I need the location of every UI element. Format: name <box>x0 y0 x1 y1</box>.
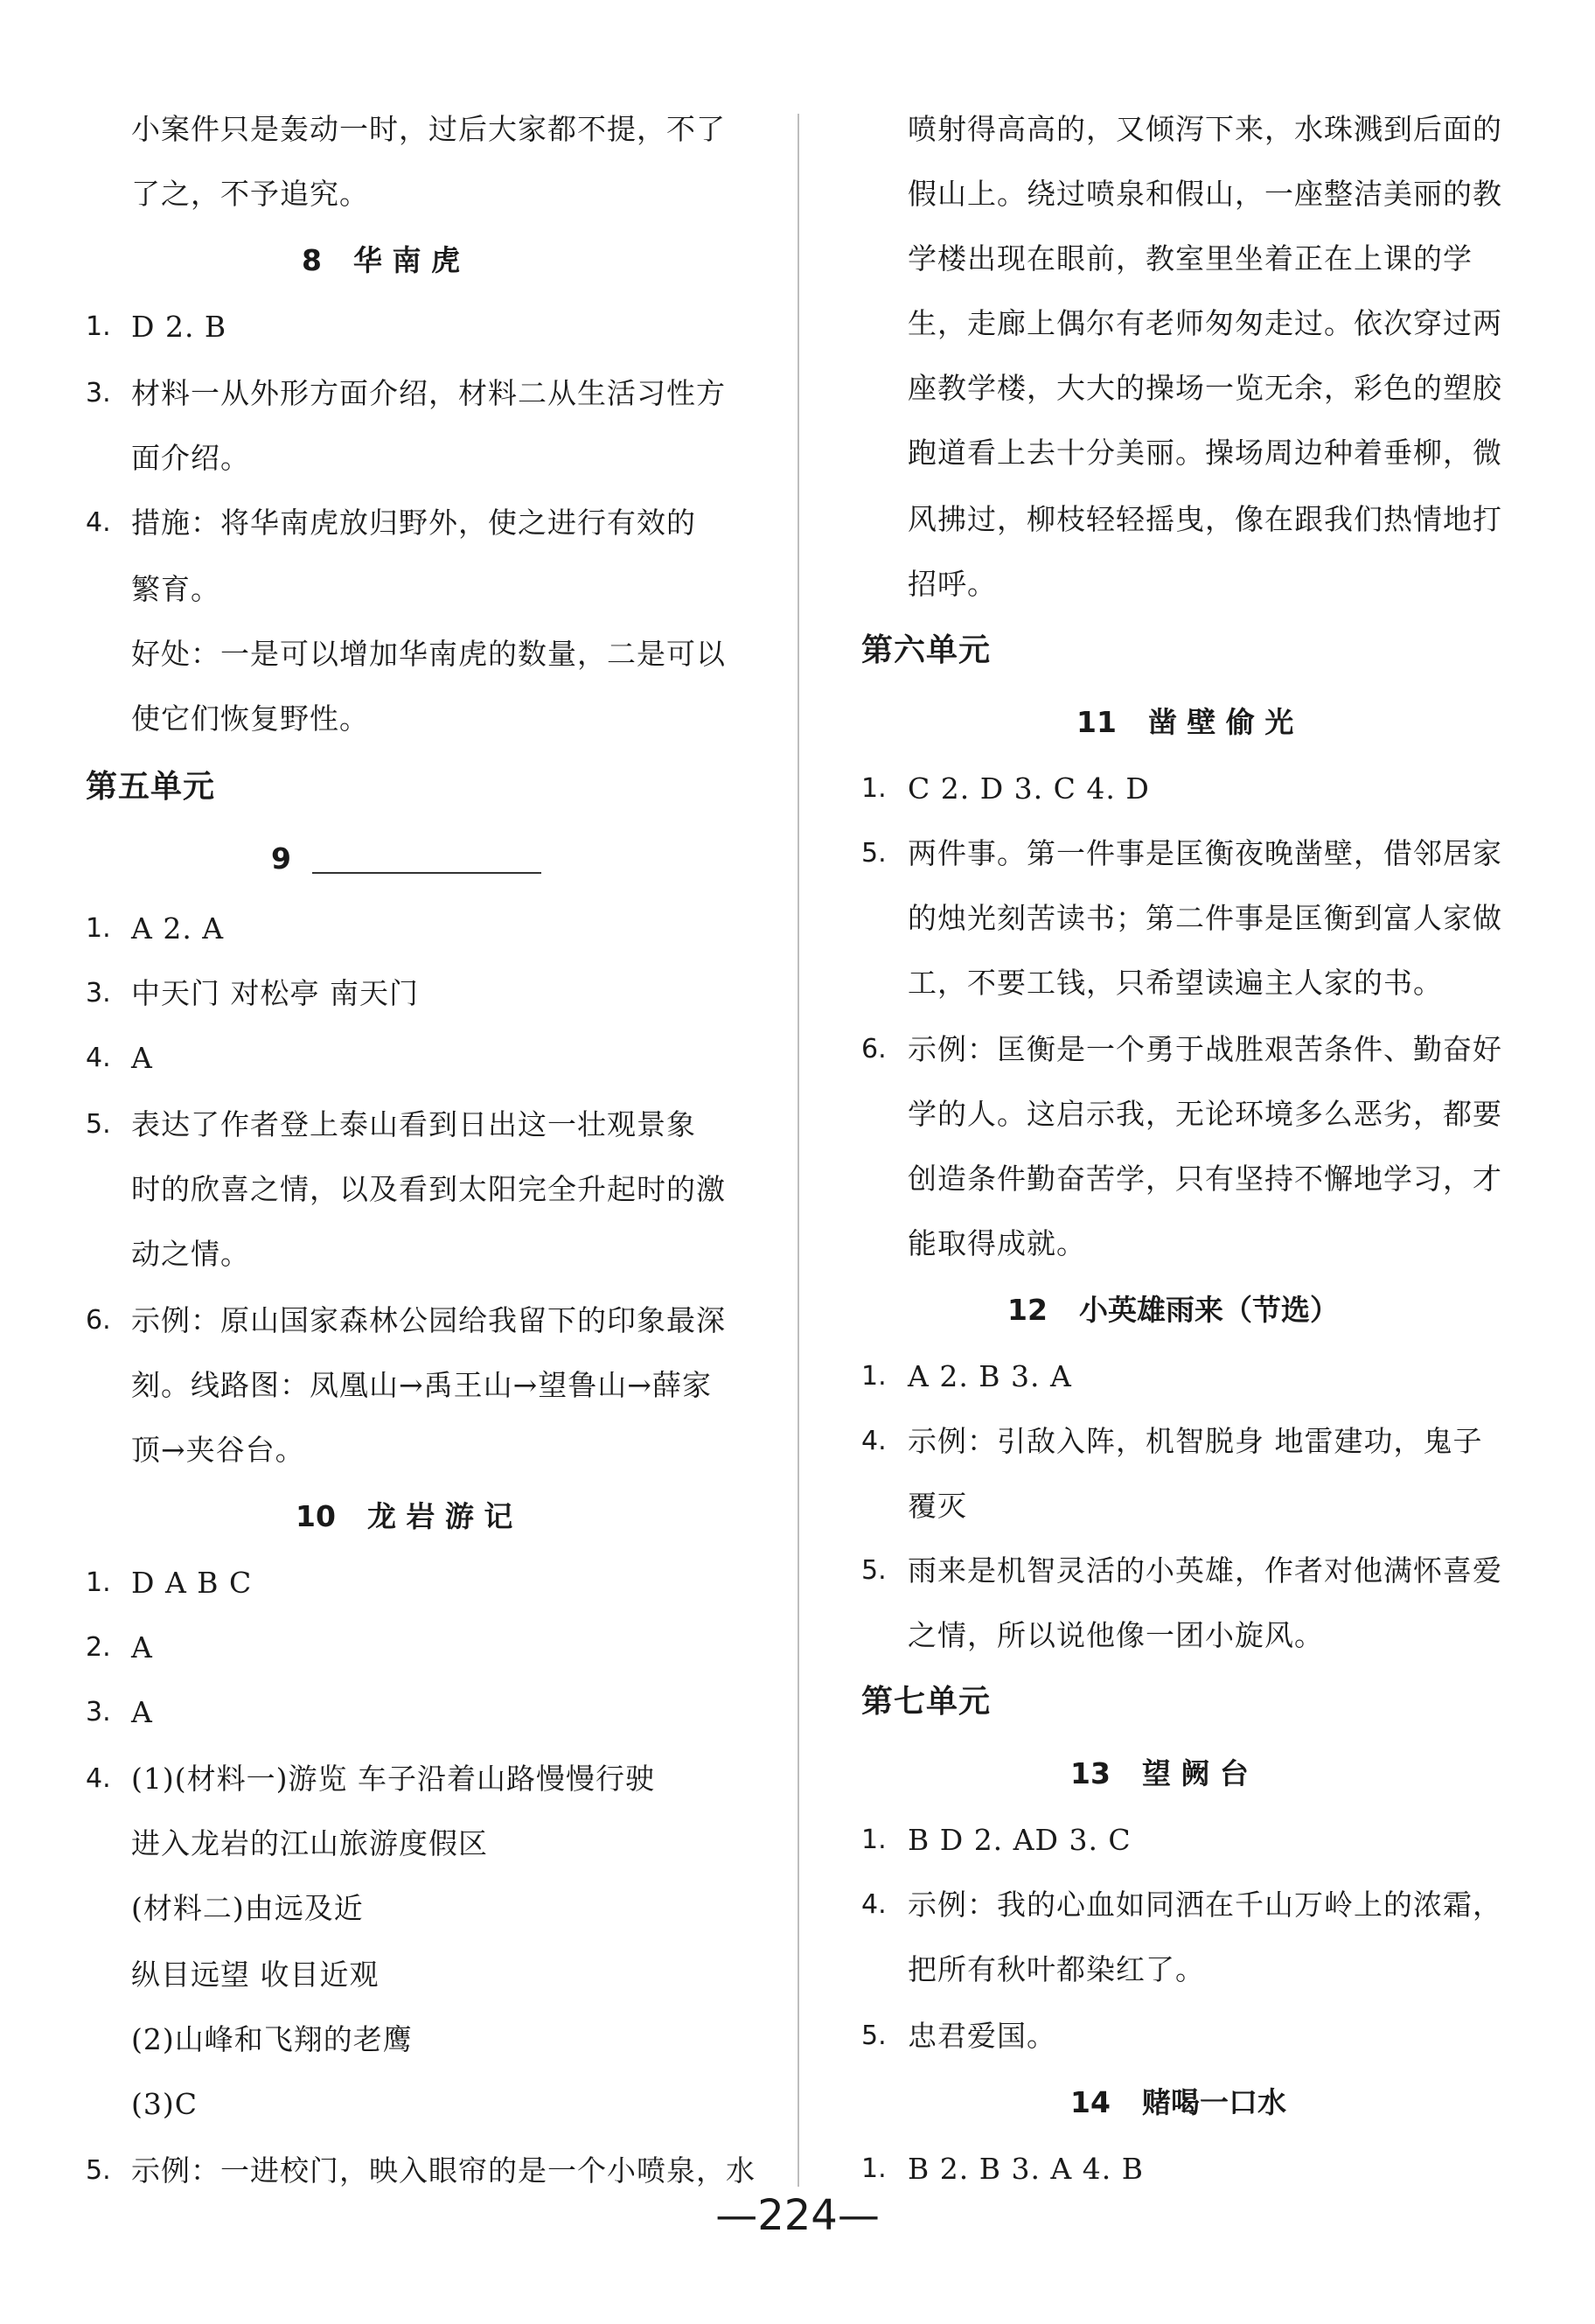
section-number: 12 <box>1007 1293 1048 1327</box>
answer-line: 时的欣喜之情，以及看到太阳完全升起时的激 <box>131 1172 726 1206</box>
text-line: 座教学楼，大大的操场一览无余，彩色的塑胶 <box>908 371 1502 405</box>
section-title-11 <box>1076 705 1293 740</box>
answer-line: 表达了作者登上泰山看到日出这一壮观景象 <box>131 1107 696 1141</box>
section-title-12 <box>1007 1293 1339 1328</box>
question-number: 1. <box>86 913 111 944</box>
unit-heading-7: 第七单元 <box>861 1684 992 1720</box>
section-number: 11 <box>1076 705 1117 739</box>
answer-line: 覆灭 <box>908 1489 967 1523</box>
section-number: 8 <box>302 243 322 277</box>
answer-line: 繁育。 <box>131 572 220 606</box>
answer-line: 的烛光刻苦读书；第二件事是匡衡到富人家做 <box>908 901 1502 935</box>
section-number: 10 <box>296 1499 336 1533</box>
answer-line: 之情，所以说他像一团小旋风。 <box>908 1618 1324 1652</box>
answer-line: A <box>131 1695 153 1729</box>
section-number: 14 <box>1070 2085 1111 2119</box>
answer-line: A 2. B 3. A <box>908 1359 1072 1393</box>
answer-line: (材料二)由远及近 <box>131 1891 364 1925</box>
answer-line: 把所有秋叶都染红了。 <box>908 1952 1205 1986</box>
question-number: 5. <box>861 838 887 869</box>
answer-line: 好处：一是可以增加华南虎的数量，二是可以 <box>131 637 726 671</box>
answer-line: (3)C <box>131 2087 198 2121</box>
section-number: 9 <box>271 841 291 876</box>
answer-line: 示例：匡衡是一个勇于战胜艰苦条件、勤奋好 <box>908 1032 1502 1066</box>
answer-line: 示例：我的心血如同洒在千山万岭上的浓霜， <box>908 1888 1502 1922</box>
question-number: 1. <box>861 2153 887 2184</box>
answer-line: 示例：一进校门，映入眼帘的是一个小喷泉，水 <box>131 2153 756 2188</box>
unit-heading-5: 第五单元 <box>86 769 216 805</box>
answer-line: 措施：将华南虎放归野外，使之进行有效的 <box>131 506 696 540</box>
answer-line: 中天门 对松亭 南天门 <box>131 976 419 1010</box>
text-line: 生，走廊上偶尔有老师匆匆走过。依次穿过两 <box>908 306 1502 340</box>
answer-line: 动之情。 <box>131 1237 250 1271</box>
question-number: 4. <box>861 1889 887 1920</box>
section-number: 13 <box>1070 1756 1111 1790</box>
section-name: 小英雄雨来（节选） <box>1078 1293 1339 1327</box>
answer-line: D 2. B <box>131 310 227 344</box>
text-line: 跑道看上去十分美丽。操场周边种着垂柳，微 <box>908 436 1502 470</box>
answer-line: 材料一从外形方面介绍，材料二从生活习性方 <box>131 376 726 410</box>
question-number: 3. <box>86 378 111 408</box>
answer-line: A <box>131 1041 153 1075</box>
question-number: 4. <box>86 507 111 538</box>
section-title-9 <box>271 841 541 876</box>
text-line: 小案件只是轰动一时，过后大家都不提，不了 <box>131 112 726 146</box>
question-number: 3. <box>86 1697 111 1727</box>
page-number-dash: — <box>715 2191 758 2240</box>
text-line: 了之，不予追究。 <box>131 177 369 211</box>
answer-line: 纵目远望 收目近观 <box>131 1958 380 1992</box>
answer-line: D A B C <box>131 1566 253 1600</box>
answer-line: 工，不要工钱，只希望读遍主人家的书。 <box>908 966 1443 1000</box>
answer-line: 学的人。这启示我，无论环境多么恶劣，都要 <box>908 1097 1502 1131</box>
question-number: 1. <box>861 1825 887 1855</box>
text-line: 假山上。绕过喷泉和假山，一座整洁美丽的教 <box>908 177 1502 211</box>
section-title-8 <box>302 243 460 278</box>
question-number: 1. <box>861 773 887 804</box>
answer-line: 忠君爱国。 <box>908 2019 1056 2053</box>
answer-line: 面介绍。 <box>131 441 250 475</box>
question-number: 5. <box>86 1109 111 1140</box>
answer-line: 进入龙岩的江山旅游度假区 <box>131 1826 488 1860</box>
page-number <box>0 2191 1595 2240</box>
answer-line: 使它们恢复野性。 <box>131 701 369 736</box>
section-name: 望 阙 台 <box>1141 1756 1249 1790</box>
page-number-value: 224 <box>757 2191 838 2240</box>
text-line: 招呼。 <box>908 567 997 601</box>
section-name: 龙 岩 游 记 <box>366 1499 513 1533</box>
answer-line: B D 2. AD 3. C <box>908 1823 1132 1857</box>
question-number: 1. <box>86 1567 111 1598</box>
answer-line: A 2. A <box>131 911 225 946</box>
answer-line: C 2. D 3. C 4. D <box>908 771 1150 806</box>
page-number-dash: — <box>837 2191 880 2240</box>
question-number: 4. <box>86 1043 111 1073</box>
text-line: 学楼出现在眼前，教室里坐着正在上课的学 <box>908 241 1473 276</box>
column-divider <box>798 114 799 2187</box>
answer-line: 两件事。第一件事是匡衡夜晚凿壁，借邻居家 <box>908 836 1502 870</box>
question-number: 4. <box>86 1763 111 1794</box>
answer-line: 创造条件勤奋苦学，只有坚持不懈地学习，才 <box>908 1162 1502 1196</box>
question-number: 3. <box>86 978 111 1008</box>
title-blank-line <box>312 872 541 874</box>
text-line: 喷射得高高的，又倾泻下来，水珠溅到后面的 <box>908 112 1502 146</box>
section-title-10 <box>296 1499 512 1534</box>
question-number: 1. <box>861 1361 887 1392</box>
answer-line: (1)(材料一)游览 车子沿着山路慢慢行驶 <box>131 1762 655 1796</box>
question-number: 2. <box>86 1632 111 1663</box>
question-number: 6. <box>86 1305 111 1336</box>
answer-line: 顶→夹谷台。 <box>131 1433 305 1467</box>
answer-line: (2)山峰和飞翔的老鹰 <box>131 2022 413 2056</box>
text-line: 风拂过，柳枝轻轻摇曳，像在跟我们热情地打 <box>908 502 1502 536</box>
answer-line: 能取得成就。 <box>908 1226 1086 1260</box>
section-name: 华 南 虎 <box>352 243 460 277</box>
question-number: 4. <box>861 1426 887 1456</box>
answer-line: 示例：原山国家森林公园给我留下的印象最深 <box>131 1303 726 1337</box>
answer-line: B 2. B 3. A 4. B <box>908 2152 1144 2186</box>
answer-line: 雨来是机智灵活的小英雄，作者对他满怀喜爱 <box>908 1553 1502 1588</box>
unit-heading-6: 第六单元 <box>861 632 992 668</box>
answer-line: 示例：引敌入阵，机智脱身 地雷建功，鬼子 <box>908 1424 1483 1458</box>
question-number: 6. <box>861 1034 887 1064</box>
question-number: 5. <box>86 2155 111 2186</box>
question-number: 5. <box>861 2020 887 2051</box>
section-title-14 <box>1070 2085 1286 2120</box>
question-number: 1. <box>86 311 111 342</box>
section-title-13 <box>1070 1756 1249 1791</box>
answer-line: 刻。线路图：凤凰山→禹王山→望鲁山→薛家 <box>131 1368 712 1402</box>
section-name: 凿 壁 偷 光 <box>1147 705 1294 739</box>
section-name: 赌喝一口水 <box>1141 2085 1286 2119</box>
answer-line: A <box>131 1630 153 1664</box>
question-number: 5. <box>861 1555 887 1586</box>
